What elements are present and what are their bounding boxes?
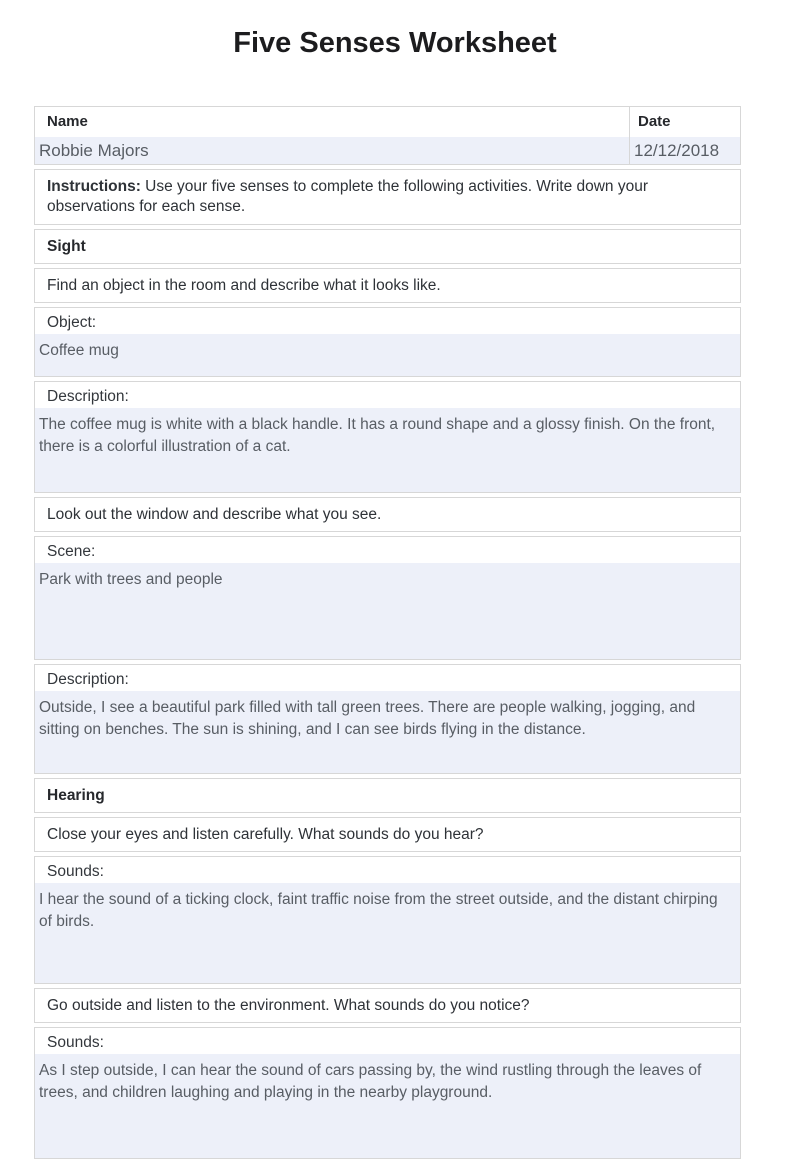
- sounds-field-label-2: Sounds:: [47, 1034, 104, 1051]
- scene-field-label: Scene:: [47, 543, 96, 560]
- description-answer-box-2[interactable]: Outside, I see a beautiful park filled with tall green trees. There are people walking, jogging, and sitting on benches. The sun is shining, and I can see birds flying in the distance.: [35, 691, 740, 773]
- section-heading-sight: Sight: [34, 229, 741, 264]
- instructions-row: [34, 169, 741, 225]
- worksheet-table: [34, 106, 741, 1159]
- field-row-description-2: [34, 664, 741, 774]
- object-field-label: Object:: [47, 314, 97, 331]
- date-column-header: Date: [629, 107, 740, 137]
- field-row-sounds-2: [34, 1027, 741, 1159]
- scene-answer-box[interactable]: Park with trees and people: [35, 563, 740, 659]
- field-row-description-1: [34, 381, 741, 493]
- name-date-table: [34, 106, 741, 165]
- section-heading-hearing: Hearing: [34, 778, 741, 813]
- name-value-field[interactable]: Robbie Majors: [35, 137, 629, 164]
- sounds-answer-box-1[interactable]: I hear the sound of a ticking clock, faint traffic noise from the street outside, and the distant chirping of birds.: [35, 883, 740, 983]
- prompt-sight-object: Find an object in the room and describe what it looks like.: [34, 268, 741, 303]
- instructions-text: Use your five senses to complete the following activities. Write down your observations for each sense.: [47, 178, 649, 215]
- prompt-hearing-inside: Close your eyes and listen carefully. What sounds do you hear?: [34, 817, 741, 852]
- description-answer-box-1[interactable]: The coffee mug is white with a black handle. It has a round shape and a glossy finish. On the front, there is a colorful illustration of a cat.: [35, 408, 740, 492]
- instructions-label: Instructions:: [47, 178, 141, 195]
- name-column-header: Name: [47, 113, 88, 130]
- date-value-field[interactable]: 12/12/2018: [629, 137, 740, 164]
- object-answer-box[interactable]: Coffee mug: [35, 334, 740, 376]
- field-row-scene: [34, 536, 741, 660]
- description-field-label: Description:: [47, 388, 129, 405]
- sounds-field-label-1: Sounds:: [47, 863, 104, 880]
- page-title: Five Senses Worksheet: [233, 27, 557, 59]
- prompt-sight-window: Look out the window and describe what you see.: [34, 497, 741, 532]
- sounds-answer-box-2[interactable]: As I step outside, I can hear the sound of cars passing by, the wind rustling through the leaves of trees, and children laughing and playing in the nearby playground.: [35, 1054, 740, 1158]
- description-field-label-2: Description:: [47, 671, 129, 688]
- name-date-value-row: [35, 137, 740, 164]
- name-date-header-row: [35, 107, 740, 137]
- field-row-object: [34, 307, 741, 377]
- field-row-sounds-1: [34, 856, 741, 984]
- prompt-hearing-outside: Go outside and listen to the environment. What sounds do you notice?: [34, 988, 741, 1023]
